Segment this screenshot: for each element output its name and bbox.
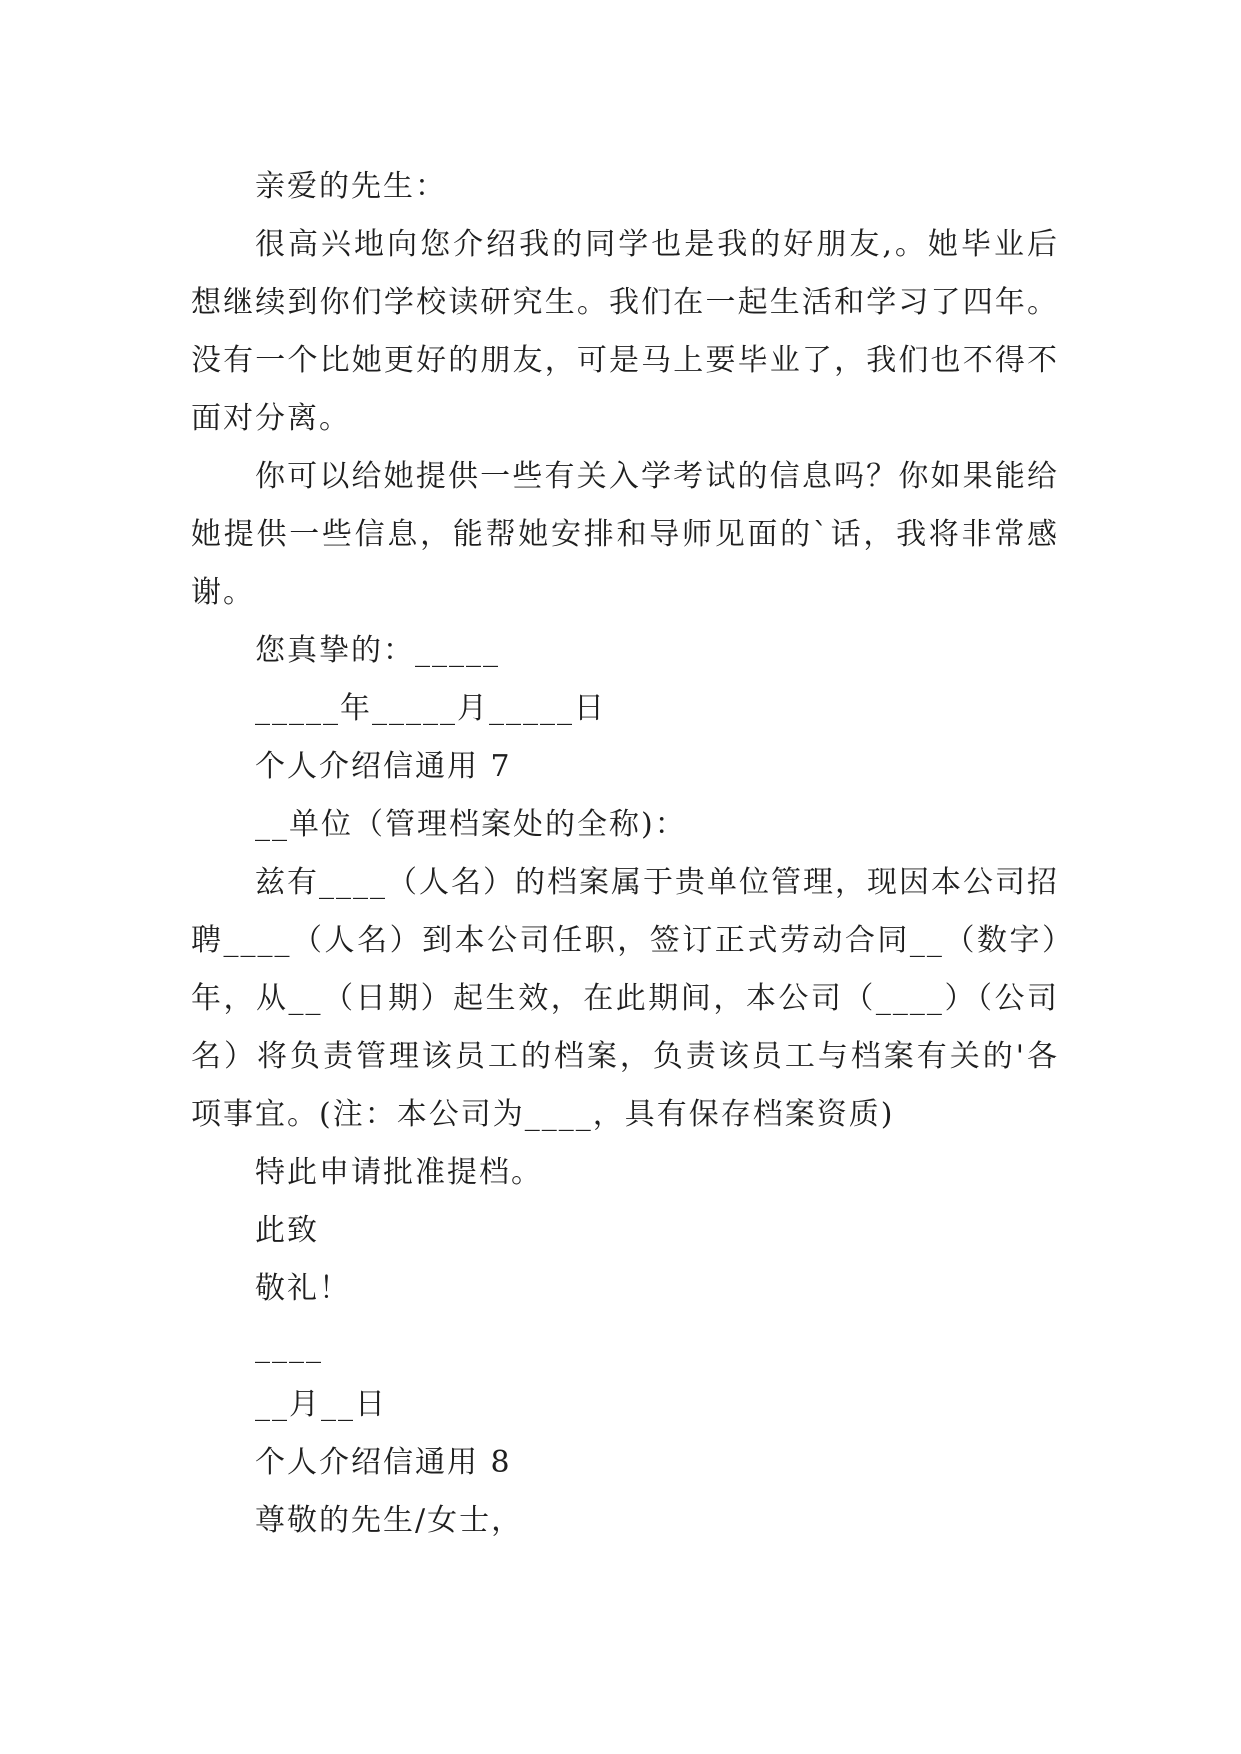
greeting: 亲爱的先生： [255,169,447,204]
date-line: __月__日 [255,1387,387,1422]
section-title: 个人介绍信通用 8 [255,1445,512,1480]
salute-line: 敬礼！ [255,1271,351,1306]
signature-blank: ____ [255,1329,323,1364]
signature-line: 您真挚的：_____ [255,633,500,668]
greeting: 尊敬的先生/女士， [255,1503,524,1538]
date-line: _____年_____月_____日 [255,691,606,726]
closing-line: 此致 [255,1213,319,1248]
section-title: 个人介绍信通用 7 [255,749,512,784]
body-paragraph: 你可以给她提供一些有关入学考试的信息吗？你如果能给她提供一些信息，能帮她安排和导师见面的`话，我将非常感谢。 [191,459,1059,610]
request-line: 特此申请批准提档。 [255,1155,543,1190]
letter-body [191,158,1059,1550]
addressee: __单位（管理档案处的全称)： [255,807,687,842]
body-paragraph: 很高兴地向您介绍我的同学也是我的好朋友,。她毕业后想继续到你们学校读研究生。我们在一起生活和学习了四年。没有一个比她更好的朋友，可是马上要毕业了，我们也不得不面对分离。 [191,227,1059,436]
body-paragraph: 兹有____（人名）的档案属于贵单位管理，现因本公司招聘____（人名）到本公司任职，签订正式劳动合同__（数字）年，从__（日期）起生效，在此期间，本公司（____）（公司名）将负责管理该员工的档案，负责该员工与档案有关的'各项事宜。(注：本公司为____，具有保存档案资质) [191,865,1059,1132]
